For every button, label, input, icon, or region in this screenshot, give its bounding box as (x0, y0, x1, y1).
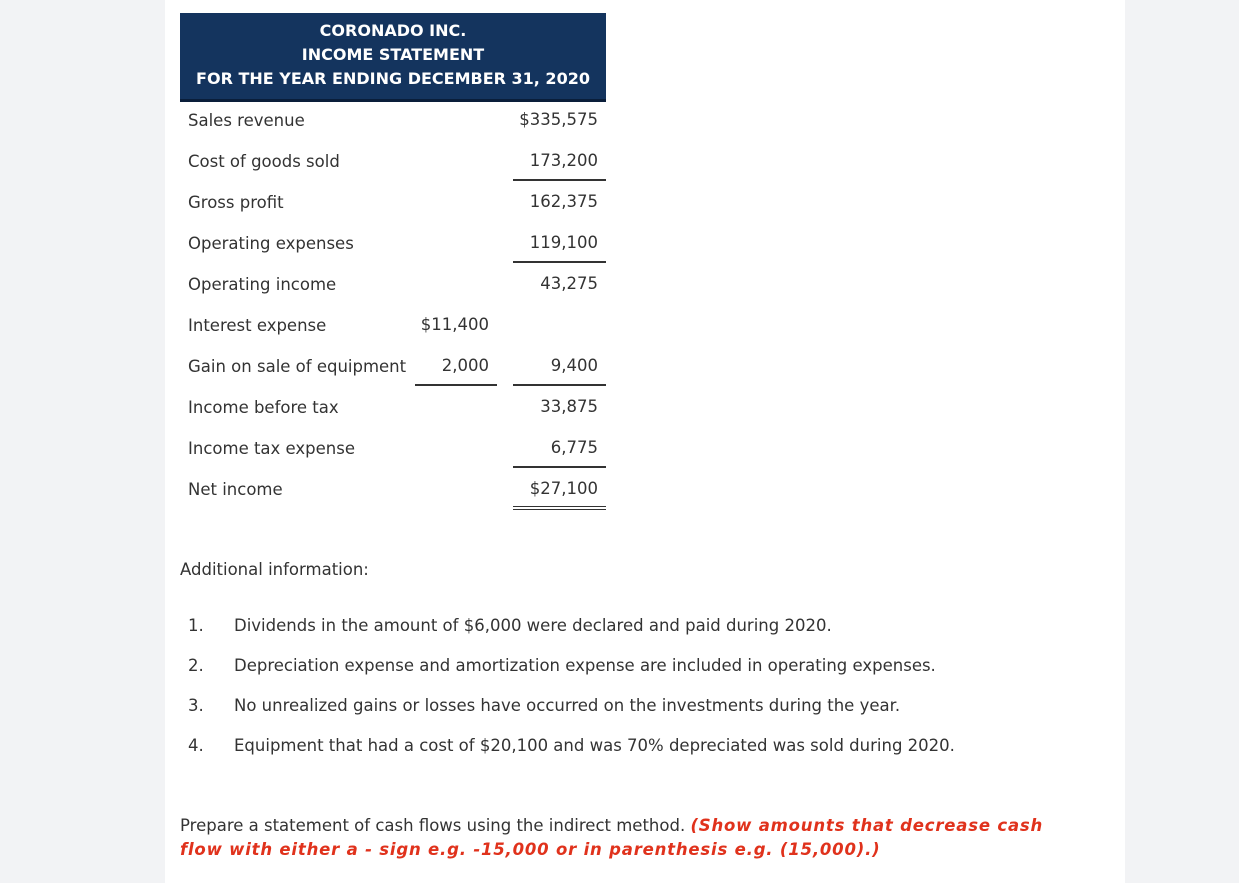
table-row (180, 389, 606, 430)
table-row (180, 307, 606, 348)
row-label: Interest expense (188, 316, 327, 335)
table-row (180, 184, 606, 225)
item-number: 4. (188, 736, 204, 755)
row-label: Income before tax (188, 398, 339, 417)
table-row (180, 471, 606, 512)
item-text: No unrealized gains or losses have occurred on the investments during the year. (234, 696, 901, 715)
row-amount: 119,100 (513, 233, 606, 263)
row-label: Cost of goods sold (188, 152, 340, 171)
instruction-note: (Show amounts that decrease cash flow with either a - sign e.g. -15,000 or in parenthesis e.g. (15,000).) (180, 816, 1044, 859)
instruction-text: Prepare a statement of cash flows using the indirect method. (180, 816, 686, 835)
item-text: Dividends in the amount of $6,000 were declared and paid during 2020. (234, 616, 832, 635)
row-subamount: 2,000 (415, 356, 497, 386)
company-name: CORONADO INC. (319, 21, 467, 40)
statement-period: FOR THE YEAR ENDING DECEMBER 31, 2020 (196, 69, 590, 88)
row-amount: 9,400 (513, 356, 606, 386)
row-amount: 162,375 (529, 192, 598, 211)
row-label: Income tax expense (188, 439, 356, 458)
table-row (180, 266, 606, 307)
row-label: Net income (188, 480, 283, 499)
item-text: Equipment that had a cost of $20,100 and was 70% depreciated was sold during 2020. (234, 736, 955, 755)
row-amount: 6,775 (513, 438, 606, 468)
statement-rows (180, 102, 606, 512)
row-label: Operating income (188, 275, 337, 294)
row-amount: 173,200 (513, 151, 606, 181)
row-subamount: $11,400 (420, 315, 489, 334)
table-row (180, 430, 606, 471)
table-row (180, 102, 606, 143)
row-label: Gain on sale of equipment (188, 357, 407, 376)
income-statement (180, 13, 606, 512)
row-amount: 43,275 (540, 274, 598, 293)
table-row (180, 225, 606, 266)
row-amount-total: $27,100 (513, 479, 606, 510)
instruction-paragraph (180, 814, 1080, 862)
row-label: Sales revenue (188, 111, 305, 130)
table-row (180, 348, 606, 389)
item-number: 2. (188, 656, 204, 675)
item-number: 1. (188, 616, 204, 635)
row-amount: 33,875 (540, 397, 598, 416)
row-label: Gross profit (188, 193, 284, 212)
row-amount: $335,575 (519, 110, 598, 129)
statement-header (180, 13, 606, 102)
row-label: Operating expenses (188, 234, 354, 253)
statement-title: INCOME STATEMENT (301, 45, 485, 64)
item-text: Depreciation expense and amortization expense are included in operating expenses. (234, 656, 936, 675)
additional-info-heading: Additional information: (180, 560, 369, 579)
table-row (180, 143, 606, 184)
item-number: 3. (188, 696, 204, 715)
content-panel (165, 0, 1125, 883)
